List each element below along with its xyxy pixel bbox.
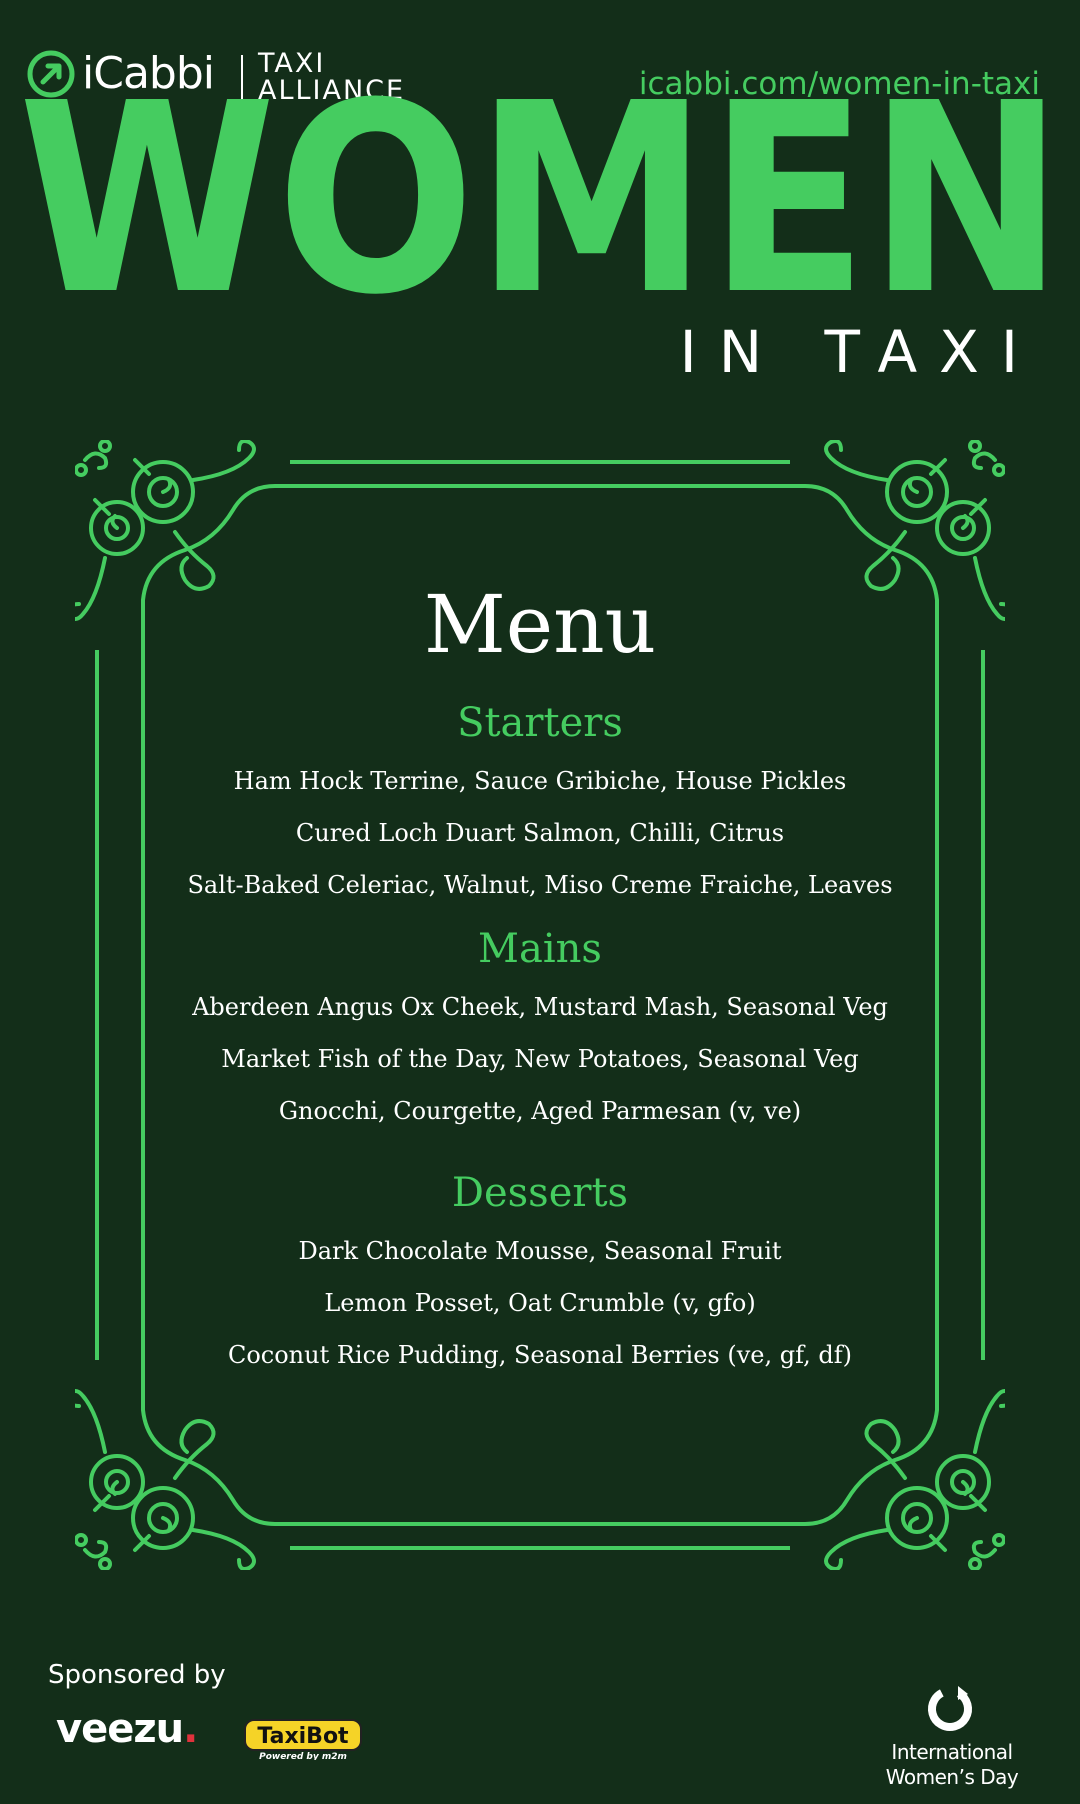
menu-item: Aberdeen Angus Ox Cheek, Mustard Mash, Seasonal Veg bbox=[192, 993, 888, 1021]
menu-item: Ham Hock Terrine, Sauce Gribiche, House Pickles bbox=[233, 767, 847, 795]
iwd-logo-icon bbox=[924, 1682, 976, 1734]
taxibot-logo bbox=[243, 1718, 363, 1760]
veezu-logo bbox=[56, 1706, 197, 1752]
headline bbox=[18, 94, 1064, 302]
menu-item: Coconut Rice Pudding, Seasonal Berries (ve, gf, df) bbox=[227, 1341, 853, 1369]
section-title-mains: Mains bbox=[478, 926, 602, 972]
menu-item: Gnocchi, Courgette, Aged Parmesan (v, ve) bbox=[278, 1097, 802, 1125]
iwd-logo-text bbox=[872, 1740, 1032, 1790]
menu-item: Lemon Posset, Oat Crumble (v, gfo) bbox=[324, 1289, 756, 1317]
veezu-word: veezu bbox=[56, 1706, 184, 1752]
menu-item: Cured Loch Duart Salmon, Chilli, Citrus bbox=[295, 819, 785, 847]
iwd-line-1: International bbox=[891, 1740, 1013, 1764]
icabbi-logo bbox=[26, 48, 214, 99]
site-url: icabbi.com/women-in-taxi bbox=[638, 66, 1040, 102]
menu-item: Dark Chocolate Mousse, Seasonal Fruit bbox=[298, 1237, 782, 1265]
iwd-line-2: Women’s Day bbox=[885, 1765, 1019, 1789]
partner-line-2: ALLIANCE bbox=[258, 75, 406, 106]
sponsored-label: Sponsored by bbox=[48, 1660, 226, 1690]
section-title-starters: Starters bbox=[457, 700, 623, 746]
menu-title: Menu bbox=[423, 578, 657, 671]
taxibot-tag: Powered by m2m bbox=[259, 1752, 347, 1760]
partner-line-1: TAXI bbox=[258, 48, 326, 79]
veezu-dot: . bbox=[183, 1706, 198, 1752]
menu-item: Market Fish of the Day, New Potatoes, Seasonal Veg bbox=[221, 1045, 859, 1073]
brand-name: iCabbi bbox=[82, 48, 214, 99]
section-title-desserts: Desserts bbox=[451, 1170, 629, 1216]
menu-item: Salt-Baked Celeriac, Walnut, Miso Creme Fraiche, Leaves bbox=[187, 871, 893, 899]
icabbi-logo-icon bbox=[26, 49, 76, 99]
subheadline: IN TAXI bbox=[679, 318, 1040, 386]
headline-text: WOMEN bbox=[18, 94, 1064, 302]
taxibot-word: TaxiBot bbox=[257, 1724, 349, 1749]
